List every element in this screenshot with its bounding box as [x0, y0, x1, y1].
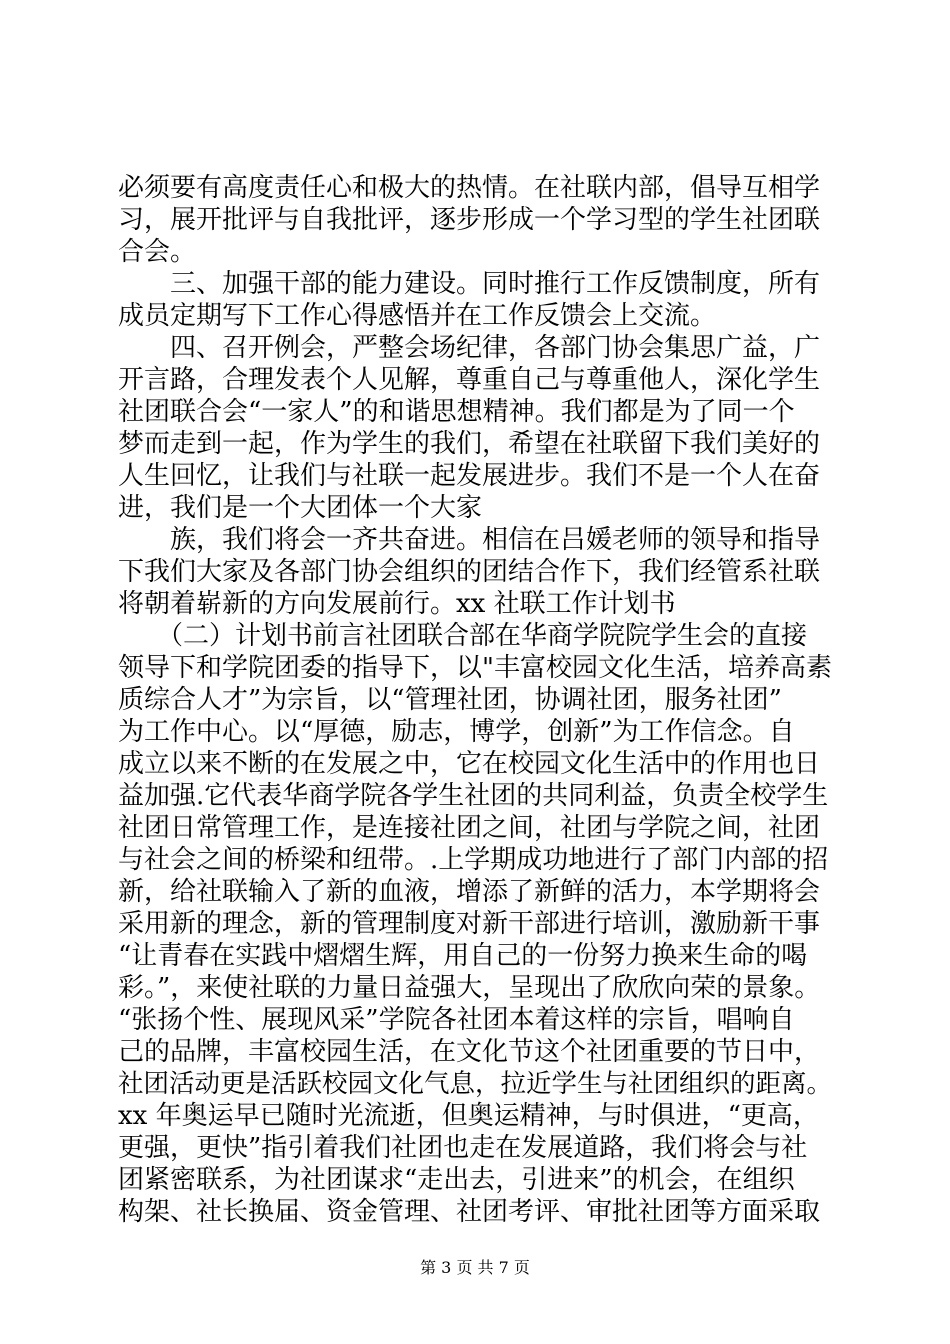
text-line: 与社会之间的桥梁和纽带。.上学期成功地进行了部门内部的招: [118, 845, 829, 875]
text-line: （二）计划书前言社团联合部在华商学院院学生会的直接: [118, 621, 808, 651]
text-line: 梦而走到一起，作为学生的我们，希望在社联留下我们美好的: [118, 429, 821, 459]
text-line: 社团活动更是活跃校园文化气息，拉近学生与社团组织的距离。: [118, 1069, 833, 1099]
text-line: 四、召开例会，严整会场纪律，各部门协会集思广益，广: [118, 333, 821, 363]
page-number-footer: 第 3 页 共 7 页: [420, 1258, 530, 1277]
text-line: 质综合人才”为宗旨，以“管理社团，协调社团，服务社团”: [118, 685, 782, 715]
text-line: “让青春在实践中熠熠生辉，用自己的一份努力换来生命的喝: [118, 941, 808, 971]
text-line: 成员定期写下工作心得感悟并在工作反馈会上交流。: [118, 301, 717, 331]
text-line: 开言路，合理发表个人见解，尊重自己与尊重他人，深化学生: [118, 365, 821, 395]
text-line: 构架、社长换届、资金管理、社团考评、审批社团等方面采取: [118, 1197, 821, 1227]
text-line: 团紧密联系，为社团谋求“走出去，引进来”的机会，在组织: [118, 1165, 795, 1195]
text-line: 族，我们将会一齐共奋进。相信在吕媛老师的领导和指导: [118, 525, 821, 555]
text-line: 进，我们是一个大团体一个大家: [118, 493, 483, 523]
text-line: 新，给社联输入了新的血液，增添了新鲜的活力，本学期将会: [118, 877, 821, 907]
text-line: 将朝着崭新的方向发展前行。xx 社联工作计划书: [118, 589, 676, 619]
text-line: 社团联合会“一家人”的和谐思想精神。我们都是为了同一个: [118, 397, 795, 427]
text-line: “张扬个性、展现风采”学院各社团本着这样的宗旨，唱响自: [118, 1005, 795, 1035]
text-line: 下我们大家及各部门协会组织的团结合作下，我们经管系社联: [118, 557, 821, 587]
text-line: 习，展开批评与自我批评，逐步形成一个学习型的学生社团联: [118, 205, 821, 235]
text-line: 成立以来不断的在发展之中，它在校园文化生活中的作用也日: [118, 749, 821, 779]
text-line: 为工作中心。以“厚德，励志，博学，创新”为工作信念。自: [118, 717, 795, 747]
text-line: 三、加强干部的能力建设。同时推行工作反馈制度，所有: [118, 269, 821, 299]
text-line: 人生回忆，让我们与社联一起发展进步。我们不是一个人在奋: [118, 461, 821, 491]
text-line: 必须要有高度责任心和极大的热情。在社联内部，倡导互相学: [118, 173, 821, 203]
text-line: xx 年奥运早已随时光流逝，但奥运精神，与时俱进，“更高，: [118, 1101, 819, 1131]
body-text: [118, 172, 838, 1228]
text-line: 更强，更快”指引着我们社团也走在发展道路，我们将会与社: [118, 1133, 808, 1163]
text-line: 社团日常管理工作，是连接社团之间，社团与学院之间，社团: [118, 813, 821, 843]
text-line: 采用新的理念，新的管理制度对新干部进行培训，激励新干事: [118, 909, 821, 939]
text-line: 彩。”，来使社联的力量日益强大，呈现出了欣欣向荣的景象。: [118, 973, 821, 1003]
text-line: 益加强.它代表华商学院各学生社团的共同利益，负责全校学生: [118, 781, 829, 811]
text-line: 领导下和学院团委的指导下，以"丰富校园文化生活，培养高素: [118, 653, 832, 683]
text-line: 己的品牌，丰富校园生活，在文化节这个社团重要的节日中，: [118, 1037, 821, 1067]
text-line: 合会。: [118, 237, 197, 267]
